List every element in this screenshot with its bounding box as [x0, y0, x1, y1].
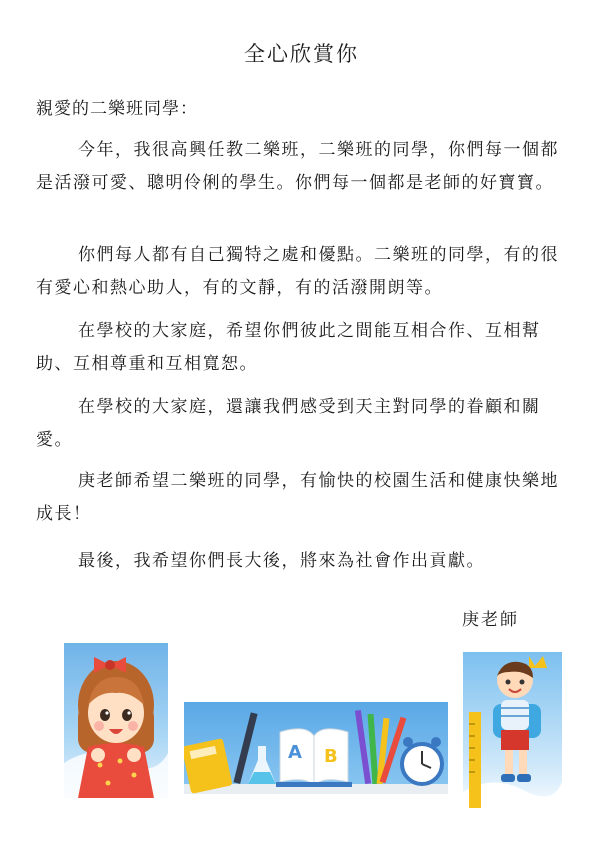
- book-letter-b: B: [324, 746, 338, 767]
- paragraph: 庚老師希望二樂班的同學，有愉快的校園生活和健康快樂地成長！: [36, 471, 559, 524]
- letter-title: 全心欣賞你: [244, 42, 359, 66]
- cartoon-girl-illustration: [64, 643, 168, 798]
- paragraph: 在學校的大家庭，還讓我們感受到天主對同學的眷顧和關愛。: [36, 397, 541, 450]
- paragraph: 在學校的大家庭，希望你們彼此之間能互相合作、互相幫助、互相尊重和互相寬恕。: [36, 321, 541, 374]
- paragraph: 你們每人都有自己獨特之處和優點。二樂班的同學，有的很有愛心和熱心助人，有的文靜，有的活潑開朗等。: [36, 245, 559, 298]
- salutation: 親愛的二樂班同學：: [36, 99, 198, 119]
- signature: 庚老師: [462, 610, 519, 630]
- paragraph: 最後，我希望你們長大後，將來為社會作出貢獻。: [78, 551, 485, 571]
- cartoon-boy-illustration: [463, 652, 562, 815]
- paragraph: 今年，我很高興任教二樂班，二樂班的同學，你們每一個都是活潑可愛、聰明伶俐的學生。你們每一個都是老師的好寶寶。: [36, 140, 559, 193]
- school-supplies-illustration: [184, 702, 448, 794]
- book-letter-a: A: [288, 742, 302, 763]
